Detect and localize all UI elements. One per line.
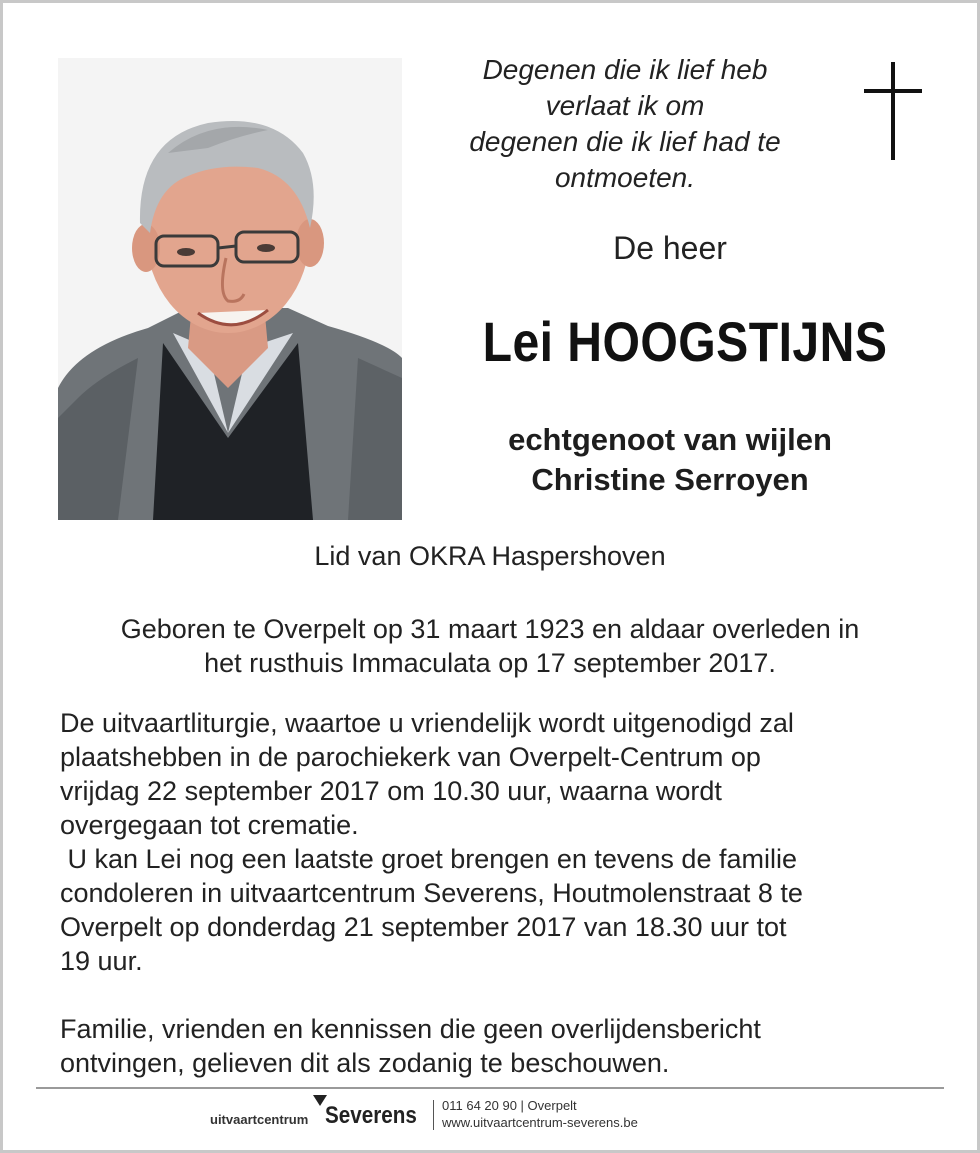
website: www.uitvaartcentrum-severens.be	[442, 1115, 638, 1130]
cross-icon	[864, 62, 922, 160]
closing-line: Familie, vrienden en kennissen die geen overlijdensbericht	[60, 1014, 761, 1044]
brand-name: Severens	[325, 1102, 417, 1129]
body-line: U kan Lei nog een laatste groet brengen en tevens de familie	[60, 844, 797, 874]
body-line: De uitvaartliturgie, waartoe u vriendelijk wordt uitgenodigd zal	[60, 708, 794, 738]
honorific: De heer	[613, 230, 727, 266]
contact-info	[442, 1097, 638, 1131]
quote-line: Degenen die ik lief heb	[482, 54, 768, 85]
body-line: 19 uur.	[60, 946, 143, 976]
closing-line: ontvingen, gelieven dit als zodanig te beschouwen.	[60, 1048, 670, 1078]
body-line: Overpelt op donderdag 21 september 2017 van 18.30 uur tot	[60, 912, 787, 942]
divider	[36, 1087, 944, 1089]
body-line: overgegaan tot crematie.	[60, 810, 359, 840]
quote-line: verlaat ik om	[545, 90, 705, 121]
footer-separator	[433, 1100, 434, 1130]
spouse-info	[450, 420, 890, 500]
birth-death-info	[40, 612, 940, 680]
funeral-home-footer	[0, 1092, 980, 1132]
birth-line: Geboren te Overpelt op 31 maart 1923 en aldaar overleden in	[120, 614, 860, 644]
closing-note	[60, 1012, 940, 1080]
membership: Lid van OKRA Haspershoven	[314, 541, 666, 571]
funeral-details	[60, 706, 940, 978]
quote-line: degenen die ik lief had te	[469, 126, 781, 157]
portrait-photo	[58, 58, 402, 520]
spouse-name: Christine Serroyen	[531, 462, 809, 497]
birth-line: het rusthuis Immaculata op 17 september 2017.	[204, 648, 776, 678]
body-line: vrijdag 22 september 2017 om 10.30 uur, waarna wordt	[60, 776, 722, 806]
quote-line: ontmoeten.	[554, 162, 696, 193]
body-line: condoleren in uitvaartcentrum Severens, Houtmolenstraat 8 te	[60, 878, 803, 908]
phone-location: 011 64 20 90 | Overpelt	[442, 1098, 577, 1113]
body-line: plaatshebben in de parochiekerk van Overpelt-Centrum op	[60, 742, 761, 772]
memorial-quote	[430, 52, 820, 196]
deceased-name: Lei HOOGSTIJNS	[482, 310, 888, 373]
brand-prefix: uitvaartcentrum	[210, 1112, 309, 1127]
spouse-line: echtgenoot van wijlen	[508, 422, 832, 457]
